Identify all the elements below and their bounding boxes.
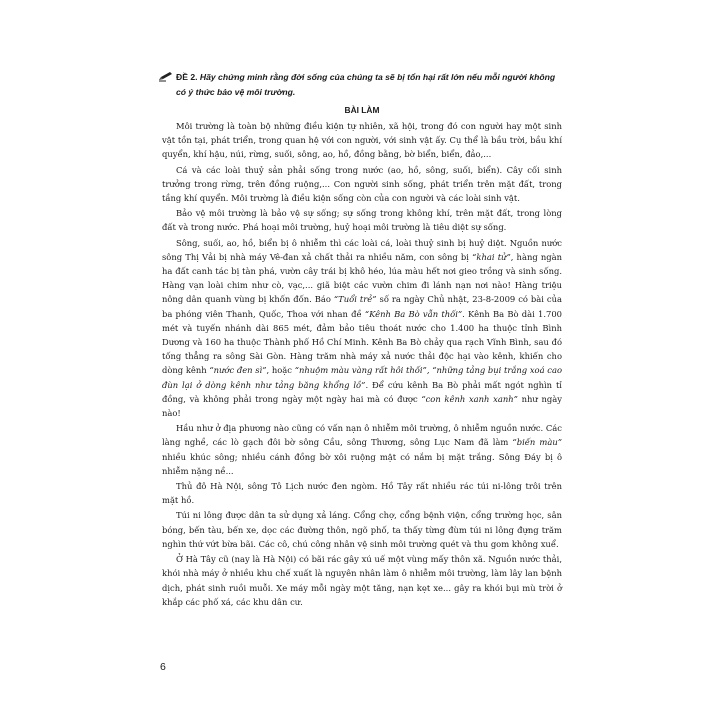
quoted-text: “nước đen sì” — [209, 365, 267, 376]
text-run: Cá và các loài thuỷ sản phải sống trong nước (ao, hồ, sông, suối, biển). Cây cối sinh trưởng trong rừng, trên đồng ruộng,... Con người sinh sống, phát triển trên mặt đất, trong tầng khí quyển. Môi trường là điều kiện sống còn của con người và các loài sinh vật. — [162, 164, 562, 204]
text-run: , hàng ngàn ha đất canh tác bị tàn phá, vườn cây trái bị khô héo, lúa màu hết nơi gieo trồng và sinh sống. Hàng vạn loài chim như cò, vạc,... giã biệt các vườn chim đi lánh nạn nơi nào! Hàng triệu nông dân quanh vùng bị khốn đốn. Báo — [162, 251, 562, 305]
text-run: Ở Hà Tây cũ (nay là Hà Nội) có bãi rác gây xú uế một vùng mấy thôn xã. Nguồn nước thải, khói nhà máy ở nhiều khu chế xuất là nguyên nhân làm ô nhiễm môi trường, làm lây lan bệnh dịch, phát sinh ruồi muỗi. Xe máy mỗi ngày một tăng, nạn kẹt xe... gây ra khói bụi mù trời ở khắp các phố xá, các khu dân cư. — [162, 554, 562, 607]
text-run: như ngày nào! — [162, 393, 562, 419]
quoted-text: “Tuổi trẻ” — [333, 294, 377, 305]
paragraph — [162, 421, 562, 478]
essay-body — [162, 119, 562, 609]
paragraph — [162, 119, 562, 162]
quoted-text: “Kênh Ba Bò vẫn thối” — [364, 308, 463, 319]
page-number: 6 — [160, 661, 166, 673]
text-run: Môi trường là toàn bộ những điều kiện tự nhiên, xã hội, trong đó con người hay một sinh vật tồn tại, phát triển, trong quan hệ với con người, với sinh vật ấy. Cụ thể là bầu trời, bầu khí quyển, khí hậu, núi, rừng, suối, sông, ao, hồ, đồng bằng, bờ biển, biển, đảo,... — [162, 121, 562, 160]
page-content — [162, 70, 562, 609]
text-run: Thủ đô Hà Nội, sông Tô Lịch nước đen ngòm. Hồ Tây rất nhiều rác túi ni-lông trôi trên mặt hồ. — [162, 481, 562, 506]
paragraph — [162, 479, 562, 507]
text-run: số ra ngày Chủ nhật, 23-8-2009 có bài của ba phóng viên Thanh, Quốc, Thoa với nhan đề — [162, 294, 562, 319]
paragraph — [162, 236, 562, 421]
exercise-text: Hãy chứng minh rằng đời sống của chúng ta sẽ bị tổn hại rất lớn nếu mỗi người không có ý thức bảo vệ môi trường. — [176, 72, 556, 97]
pencil-icon — [158, 71, 174, 82]
text-run: , hoặc — [266, 365, 295, 376]
text-run: . Để cứu kênh Ba Bò phải mất ngót nghìn tỉ đồng, và không phải trong ngày một ngày hai mà có được — [162, 379, 562, 404]
text-run: Bảo vệ môi trường là bảo vệ sự sống; sự sống trong không khí, trên mặt đất, trong lòng đất và trong nước. Phá hoại môi trường, huỷ hoại môi trường là tiêu diệt sự sống. — [162, 208, 562, 233]
quoted-text: “biến màu” — [512, 437, 562, 448]
text-run: Hầu như ở địa phương nào cũng có vấn nạn ô nhiễm môi trường, ô nhiễm nguồn nước. Các làng nghề, các lò gạch đôi bờ sông Cầu, sông Thương, sông Lục Nam đã làm — [162, 423, 562, 448]
exercise-prompt — [162, 70, 562, 100]
paragraph — [162, 206, 562, 234]
text-run: . Kênh Ba Bò dài 1.700 mét và tuyến nhánh dài 865 mét, đảm bảo tiêu thoát nước cho 1.400 ha thuộc tỉnh Bình Dương và 160 ha thuộc Thành phố Hồ Chí Minh. Kênh Ba Bò chảy qua rạch Vĩnh Bình, sau đó tống thẳng ra sông Sài Gòn. Hàng trăm nhà máy xả nước thải độc hại vào kênh, khiến cho dòng kênh — [162, 308, 562, 376]
quoted-text: “nhuộm màu vàng rất hôi thối”, “những tảng bụi trắng xoá cao đùn lại ở dòng kênh như tảng băng khổng lồ” — [162, 365, 562, 390]
exercise-number: ĐỀ 2. — [176, 72, 198, 82]
text-run: Túi ni lông được dân ta sử dụng xả láng. Cổng chợ, cổng bệnh viện, cổng trường học, sân bóng, bến tàu, bến xe, dọc các đường thôn, ngõ phố, ta thấy từng đùm túi ni lông đựng trăm nghìn thứ vứt bừa bãi. Các cô, chú công nhân vệ sinh môi trường quét và thu gom không xuể. — [162, 510, 562, 549]
section-heading: BÀI LÀM — [344, 105, 380, 115]
text-run: Sông, suối, ao, hồ, biển bị ô nhiễm thì các loài cá, loài thuỷ sinh bị huỷ diệt. Nguồn nước sông Thị Vải bị nhà máy Vê-đan xả chất thải ra nhiều năm, con sông bị — [162, 237, 562, 262]
paragraph — [162, 552, 562, 609]
text-run: nhiều khúc sông; nhiều cánh đồng bờ xôi ruộng mật có nắm bị mặt trắng. Sông Đáy bị ô nhiễm nặng nề... — [162, 451, 562, 476]
paragraph — [162, 508, 562, 551]
paragraph — [162, 163, 562, 206]
quoted-text: “con kênh xanh xanh” — [421, 393, 518, 404]
quoted-text: “khai tử” — [472, 251, 511, 262]
